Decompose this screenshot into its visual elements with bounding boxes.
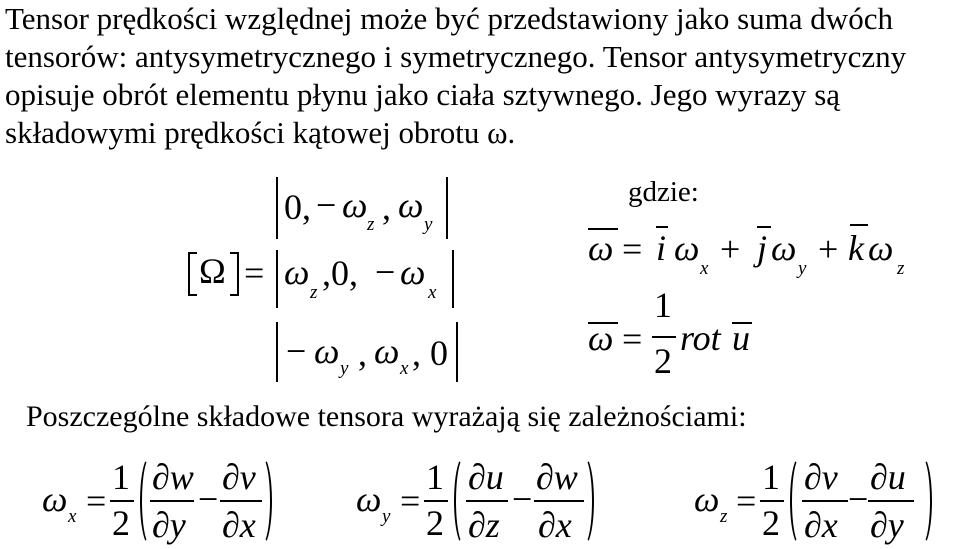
row3-comma: , xyxy=(358,333,367,373)
row2-omega-2: ω xyxy=(400,252,426,292)
omega-x-minus: − xyxy=(198,479,219,519)
row2-right-bar xyxy=(452,250,454,308)
eq2-half-den: 2 xyxy=(654,341,672,381)
components-heading: Poszczególne składowe tensora wyrażają się zależnościami: xyxy=(26,400,747,433)
eq1-j: j xyxy=(757,228,768,268)
omega-z-minus: − xyxy=(848,479,869,519)
omega-x-equals: = xyxy=(86,481,107,521)
row2-sub-z: z xyxy=(310,282,318,303)
omega-z-equals: = xyxy=(736,481,757,521)
eq1-k-bar xyxy=(850,224,868,226)
omega-x-num-2: ∂v xyxy=(222,457,256,497)
omega-z-half-num: 1 xyxy=(762,457,780,497)
equals-sign: = xyxy=(244,253,265,293)
row1-omega: ω xyxy=(342,185,368,225)
omega-x-sub: x xyxy=(68,506,77,527)
intro-paragraph xyxy=(5,0,955,152)
intro-line-1: Tensor prędkości względnej może być przedstawiony jako suma dwóch xyxy=(5,1,893,36)
omega-x-half-den: 2 xyxy=(112,503,130,543)
omega-x-right-paren xyxy=(252,456,272,546)
row1-left-bar xyxy=(276,177,278,239)
omega-y-sub: y xyxy=(382,506,391,527)
eq2-omega: ω xyxy=(588,318,614,358)
row2-minus: − xyxy=(375,252,396,292)
row1-right-bar xyxy=(446,177,448,239)
row2-zero: ,0, xyxy=(322,253,358,293)
eq1-omega: ω xyxy=(588,228,614,268)
eq2-equals: = xyxy=(622,319,643,359)
omega-x-half-num: 1 xyxy=(112,457,130,497)
omega-x-symbol: ω xyxy=(42,479,68,519)
row1-sub-y: y xyxy=(424,214,433,235)
omega-z-bar-1 xyxy=(802,500,848,502)
omega-x-den-1: ∂y xyxy=(152,505,186,545)
omega-y-symbol: ω xyxy=(356,479,382,519)
row3-omega: ω xyxy=(314,331,340,371)
lhs-left-bracket xyxy=(188,252,197,296)
omega-y-den-2: ∂x xyxy=(538,505,572,545)
omega-z-num-2: ∂u xyxy=(870,457,906,497)
eq1-sub-z: z xyxy=(897,258,905,279)
row3-sub-y: y xyxy=(340,358,349,379)
omega-y-right-paren xyxy=(574,456,594,546)
eq1-plus-2: + xyxy=(818,229,839,269)
omega-x-bar-1 xyxy=(150,500,194,502)
intro-line-4: składowymi prędkości kątowej obrotu ω. xyxy=(5,115,516,150)
eq1-k: k xyxy=(848,228,864,268)
lhs-omega-symbol: Ω xyxy=(199,251,226,291)
omega-z-right-paren xyxy=(912,456,932,546)
eq1-sub-x: x xyxy=(700,258,709,279)
eq2-half-num: 1 xyxy=(654,285,672,325)
omega-x-den-2: ∂x xyxy=(222,505,256,545)
omega-y-den-1: ∂z xyxy=(468,505,500,545)
omega-y-half-den: 2 xyxy=(426,503,444,543)
intro-line-2: tensorów: antysymetrycznego i symetrycznego. Tensor antysymetryczny xyxy=(5,39,907,74)
omega-z-num-1: ∂v xyxy=(804,457,838,497)
omega-z-sub: z xyxy=(720,506,728,527)
where-label: gdzie: xyxy=(628,176,699,208)
row2-omega: ω xyxy=(284,252,310,292)
eq1-sub-y: y xyxy=(798,258,807,279)
omega-y-bar-1 xyxy=(466,500,508,502)
row3-omega-2: ω xyxy=(374,331,400,371)
row2-left-bar xyxy=(276,250,278,308)
omega-z-symbol: ω xyxy=(694,479,720,519)
row3-left-bar xyxy=(276,322,278,382)
eq1-equals: = xyxy=(622,229,643,269)
omega-y-minus: − xyxy=(512,479,533,519)
row1-comma: , xyxy=(382,187,391,227)
row2-sub-x: x xyxy=(428,282,437,303)
row1-zero: 0, xyxy=(284,187,311,227)
row3-zero: , 0 xyxy=(412,333,448,373)
eq2-u: u xyxy=(732,318,750,358)
eq1-i: i xyxy=(656,228,667,268)
eq1-omega-y: ω xyxy=(771,228,797,268)
lhs-right-bracket xyxy=(230,252,239,296)
row1-sub-z: z xyxy=(367,214,375,235)
eq1-omega-x: ω xyxy=(674,228,700,268)
row3-sub-x: x xyxy=(400,358,409,379)
omega-y-num-2: ∂w xyxy=(536,457,578,497)
row3-minus: − xyxy=(286,331,307,371)
eq2-half-bar xyxy=(652,336,676,338)
omega-x-num-1: ∂w xyxy=(152,457,194,497)
eq2-rot: rot xyxy=(680,318,721,358)
omega-y-equals: = xyxy=(400,481,421,521)
row1-minus: − xyxy=(316,185,337,225)
omega-y-half-num: 1 xyxy=(426,457,444,497)
row3-right-bar xyxy=(456,322,458,382)
omega-z-den-2: ∂y xyxy=(870,505,904,545)
omega-z-half-den: 2 xyxy=(762,503,780,543)
omega-z-bar-2 xyxy=(868,500,914,502)
eq1-plus-1: + xyxy=(720,229,741,269)
omega-z-den-1: ∂x xyxy=(804,505,838,545)
eq1-omega-z: ω xyxy=(868,228,894,268)
omega-y-num-1: ∂u xyxy=(468,457,504,497)
row1-omega-2: ω xyxy=(398,185,424,225)
intro-line-3: opisuje obrót elementu płynu jako ciała sztywnego. Jego wyrazy są xyxy=(5,77,841,112)
